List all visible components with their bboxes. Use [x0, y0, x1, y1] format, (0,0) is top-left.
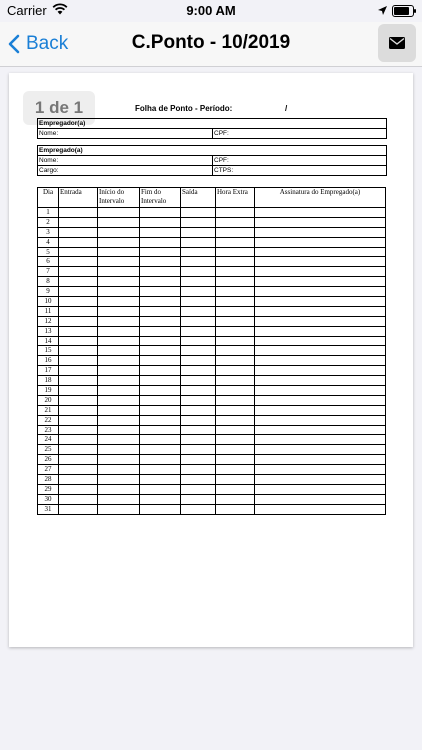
empty-cell	[216, 217, 255, 227]
empty-cell	[98, 504, 140, 514]
table-row	[38, 336, 386, 346]
empty-cell	[255, 435, 386, 445]
empty-cell	[181, 237, 216, 247]
empty-cell	[98, 297, 140, 307]
empty-cell	[59, 237, 98, 247]
empty-cell	[216, 227, 255, 237]
empty-cell	[140, 445, 181, 455]
clock: 9:00 AM	[186, 3, 236, 18]
empty-cell	[98, 445, 140, 455]
empty-cell	[140, 257, 181, 267]
empty-cell	[59, 415, 98, 425]
empty-cell	[255, 227, 386, 237]
empty-cell	[255, 247, 386, 257]
empty-cell	[59, 484, 98, 494]
empty-cell	[59, 287, 98, 297]
empty-cell	[98, 475, 140, 485]
table-row	[38, 237, 386, 247]
navigation-bar	[0, 22, 422, 67]
empty-cell	[59, 316, 98, 326]
empty-cell	[216, 504, 255, 514]
empty-cell	[216, 494, 255, 504]
empty-cell	[255, 257, 386, 267]
timesheet-table	[37, 187, 386, 515]
empty-cell	[216, 445, 255, 455]
employer-section	[37, 118, 387, 139]
empty-cell	[59, 465, 98, 475]
empty-cell	[140, 435, 181, 445]
table-row	[38, 484, 386, 494]
empty-cell	[181, 297, 216, 307]
empty-cell	[255, 287, 386, 297]
empty-cell	[181, 267, 216, 277]
day-cell: 19	[38, 386, 59, 396]
empty-cell	[98, 415, 140, 425]
empty-cell	[140, 484, 181, 494]
empty-cell	[255, 297, 386, 307]
empty-cell	[140, 356, 181, 366]
day-cell: 6	[38, 257, 59, 267]
empty-cell	[98, 257, 140, 267]
empty-cell	[98, 484, 140, 494]
day-cell: 16	[38, 356, 59, 366]
empty-cell	[98, 306, 140, 316]
table-row	[38, 395, 386, 405]
pdf-page	[9, 73, 413, 647]
empty-cell	[98, 316, 140, 326]
empty-cell	[216, 386, 255, 396]
empty-cell	[59, 306, 98, 316]
empty-cell	[181, 306, 216, 316]
empty-cell	[255, 445, 386, 455]
empty-cell	[98, 425, 140, 435]
empty-cell	[59, 395, 98, 405]
day-cell: 15	[38, 346, 59, 356]
empty-cell	[255, 455, 386, 465]
day-cell: 30	[38, 494, 59, 504]
empty-cell	[98, 287, 140, 297]
day-cell: 24	[38, 435, 59, 445]
empty-cell	[98, 346, 140, 356]
table-row	[38, 376, 386, 386]
table-row	[38, 267, 386, 277]
empty-cell	[140, 494, 181, 504]
day-cell: 10	[38, 297, 59, 307]
empty-cell	[140, 316, 181, 326]
empty-cell	[59, 208, 98, 218]
empty-cell	[140, 326, 181, 336]
empty-cell	[59, 217, 98, 227]
empty-cell	[181, 415, 216, 425]
empty-cell	[98, 465, 140, 475]
table-row	[38, 494, 386, 504]
day-cell: 23	[38, 425, 59, 435]
employer-cpf-label: CPF:	[214, 130, 229, 137]
day-cell: 7	[38, 267, 59, 277]
day-cell: 12	[38, 316, 59, 326]
empty-cell	[255, 376, 386, 386]
empty-cell	[216, 208, 255, 218]
empty-cell	[255, 326, 386, 336]
empty-cell	[255, 405, 386, 415]
empty-cell	[59, 336, 98, 346]
empty-cell	[255, 208, 386, 218]
empty-cell	[181, 287, 216, 297]
empty-cell	[255, 504, 386, 514]
day-cell: 3	[38, 227, 59, 237]
table-row	[38, 277, 386, 287]
empty-cell	[98, 217, 140, 227]
empty-cell	[181, 455, 216, 465]
employee-cpf-label: CPF:	[214, 157, 229, 164]
empty-cell	[181, 504, 216, 514]
empty-cell	[59, 376, 98, 386]
empty-cell	[181, 395, 216, 405]
empty-cell	[140, 415, 181, 425]
empty-cell	[181, 346, 216, 356]
empty-cell	[98, 336, 140, 346]
table-row	[38, 415, 386, 425]
day-cell: 31	[38, 504, 59, 514]
empty-cell	[255, 415, 386, 425]
empty-cell	[98, 494, 140, 504]
empty-cell	[59, 504, 98, 514]
empty-cell	[255, 277, 386, 287]
empty-cell	[181, 376, 216, 386]
empty-cell	[140, 227, 181, 237]
empty-cell	[98, 376, 140, 386]
table-row	[38, 227, 386, 237]
column-header: Assinatura do Empregado(a)	[255, 188, 386, 208]
column-header: Dia	[38, 188, 59, 208]
empty-cell	[59, 494, 98, 504]
column-header: Saída	[181, 188, 216, 208]
day-cell: 27	[38, 465, 59, 475]
empty-cell	[216, 267, 255, 277]
empty-cell	[98, 326, 140, 336]
empty-cell	[181, 356, 216, 366]
empty-cell	[140, 247, 181, 257]
day-cell: 2	[38, 217, 59, 227]
empty-cell	[98, 455, 140, 465]
day-cell: 8	[38, 277, 59, 287]
empty-cell	[216, 356, 255, 366]
empty-cell	[181, 208, 216, 218]
empty-cell	[255, 267, 386, 277]
empty-cell	[98, 277, 140, 287]
table-row	[38, 346, 386, 356]
empty-cell	[216, 405, 255, 415]
empty-cell	[255, 316, 386, 326]
empty-cell	[255, 217, 386, 227]
empty-cell	[181, 366, 216, 376]
empty-cell	[98, 267, 140, 277]
table-row	[38, 217, 386, 227]
day-cell: 26	[38, 455, 59, 465]
send-email-button[interactable]	[378, 24, 416, 62]
empty-cell	[181, 336, 216, 346]
empty-cell	[216, 306, 255, 316]
pdf-viewer[interactable]	[0, 67, 422, 750]
empty-cell	[140, 366, 181, 376]
column-header: Entrada	[59, 188, 98, 208]
table-row	[38, 445, 386, 455]
empty-cell	[181, 475, 216, 485]
empty-cell	[216, 455, 255, 465]
empty-cell	[140, 386, 181, 396]
day-cell: 25	[38, 445, 59, 455]
empty-cell	[181, 494, 216, 504]
empty-cell	[216, 326, 255, 336]
empty-cell	[181, 445, 216, 455]
empty-cell	[59, 366, 98, 376]
empty-cell	[140, 346, 181, 356]
empty-cell	[255, 237, 386, 247]
employee-name-label: Nome:	[38, 156, 213, 165]
timesheet-title	[135, 104, 288, 113]
table-row	[38, 306, 386, 316]
empty-cell	[216, 316, 255, 326]
empty-cell	[140, 405, 181, 415]
employer-name-label: Nome:	[38, 129, 213, 138]
table-row	[38, 247, 386, 257]
empty-cell	[181, 257, 216, 267]
empty-cell	[140, 455, 181, 465]
empty-cell	[59, 386, 98, 396]
empty-cell	[140, 336, 181, 346]
empty-cell	[216, 395, 255, 405]
empty-cell	[98, 227, 140, 237]
day-cell: 13	[38, 326, 59, 336]
empty-cell	[255, 366, 386, 376]
period-separator: /	[285, 104, 288, 113]
day-cell: 17	[38, 366, 59, 376]
empty-cell	[216, 257, 255, 267]
table-row	[38, 386, 386, 396]
table-row	[38, 316, 386, 326]
empty-cell	[181, 247, 216, 257]
table-header-row	[38, 188, 386, 208]
empty-cell	[140, 208, 181, 218]
empty-cell	[59, 297, 98, 307]
empty-cell	[98, 395, 140, 405]
empty-cell	[140, 425, 181, 435]
empty-cell	[140, 475, 181, 485]
timesheet-title-text: Folha de Ponto - Período:	[135, 104, 233, 113]
day-cell: 21	[38, 405, 59, 415]
day-cell: 14	[38, 336, 59, 346]
empty-cell	[255, 346, 386, 356]
column-header: Hora Extra	[216, 188, 255, 208]
empty-cell	[181, 277, 216, 287]
empty-cell	[140, 376, 181, 386]
empty-cell	[216, 475, 255, 485]
empty-cell	[181, 227, 216, 237]
empty-cell	[216, 247, 255, 257]
column-header: Fim do Intervalo	[140, 188, 181, 208]
empty-cell	[98, 386, 140, 396]
empty-cell	[98, 208, 140, 218]
empty-cell	[59, 326, 98, 336]
empty-cell	[255, 306, 386, 316]
back-label: Back	[26, 33, 69, 54]
empty-cell	[140, 277, 181, 287]
battery-icon	[392, 5, 414, 17]
employee-cargo-label: Cargo:	[38, 166, 213, 175]
employee-header: Empregado(a)	[39, 147, 83, 154]
empty-cell	[216, 425, 255, 435]
table-row	[38, 455, 386, 465]
day-cell: 22	[38, 415, 59, 425]
empty-cell	[181, 316, 216, 326]
empty-cell	[140, 306, 181, 316]
empty-cell	[140, 217, 181, 227]
day-cell: 20	[38, 395, 59, 405]
empty-cell	[255, 484, 386, 494]
day-cell: 1	[38, 208, 59, 218]
column-header: Início do Intervalo	[98, 188, 140, 208]
empty-cell	[181, 435, 216, 445]
empty-cell	[216, 415, 255, 425]
day-cell: 18	[38, 376, 59, 386]
empty-cell	[216, 237, 255, 247]
empty-cell	[216, 376, 255, 386]
table-row	[38, 504, 386, 514]
empty-cell	[255, 356, 386, 366]
empty-cell	[255, 465, 386, 475]
empty-cell	[181, 484, 216, 494]
employee-ctps-label: CTPS:	[214, 167, 234, 174]
day-cell: 29	[38, 484, 59, 494]
empty-cell	[59, 405, 98, 415]
empty-cell	[216, 435, 255, 445]
empty-cell	[255, 386, 386, 396]
empty-cell	[98, 366, 140, 376]
empty-cell	[140, 237, 181, 247]
empty-cell	[98, 356, 140, 366]
table-row	[38, 257, 386, 267]
location-arrow-icon	[378, 4, 387, 19]
empty-cell	[59, 247, 98, 257]
empty-cell	[98, 405, 140, 415]
empty-cell	[140, 465, 181, 475]
empty-cell	[59, 445, 98, 455]
carrier-label: Carrier	[7, 3, 47, 18]
day-cell: 5	[38, 247, 59, 257]
empty-cell	[255, 425, 386, 435]
empty-cell	[140, 504, 181, 514]
empty-cell	[181, 217, 216, 227]
empty-cell	[216, 346, 255, 356]
table-row	[38, 425, 386, 435]
employee-section	[37, 145, 387, 176]
empty-cell	[181, 405, 216, 415]
empty-cell	[98, 435, 140, 445]
table-row	[38, 366, 386, 376]
table-row	[38, 326, 386, 336]
empty-cell	[59, 356, 98, 366]
day-cell: 11	[38, 306, 59, 316]
empty-cell	[216, 287, 255, 297]
empty-cell	[59, 455, 98, 465]
empty-cell	[59, 267, 98, 277]
empty-cell	[181, 326, 216, 336]
empty-cell	[255, 475, 386, 485]
empty-cell	[59, 227, 98, 237]
table-row	[38, 287, 386, 297]
table-row	[38, 435, 386, 445]
table-row	[38, 475, 386, 485]
envelope-icon	[389, 37, 405, 49]
empty-cell	[140, 395, 181, 405]
empty-cell	[59, 425, 98, 435]
empty-cell	[216, 465, 255, 475]
empty-cell	[59, 257, 98, 267]
empty-cell	[216, 366, 255, 376]
table-row	[38, 297, 386, 307]
empty-cell	[181, 386, 216, 396]
table-row	[38, 465, 386, 475]
empty-cell	[216, 336, 255, 346]
empty-cell	[216, 277, 255, 287]
status-bar	[0, 0, 422, 22]
empty-cell	[59, 277, 98, 287]
empty-cell	[255, 336, 386, 346]
table-row	[38, 208, 386, 218]
page-title: C.Ponto - 10/2019	[131, 32, 291, 53]
empty-cell	[140, 297, 181, 307]
empty-cell	[181, 425, 216, 435]
employer-header: Empregador(a)	[39, 120, 86, 127]
empty-cell	[255, 395, 386, 405]
empty-cell	[216, 297, 255, 307]
empty-cell	[140, 287, 181, 297]
empty-cell	[59, 435, 98, 445]
empty-cell	[98, 237, 140, 247]
empty-cell	[216, 484, 255, 494]
empty-cell	[59, 475, 98, 485]
page-indicator: 1 de 1	[23, 91, 95, 125]
empty-cell	[181, 465, 216, 475]
empty-cell	[98, 247, 140, 257]
empty-cell	[59, 346, 98, 356]
day-cell: 4	[38, 237, 59, 247]
day-cell: 9	[38, 287, 59, 297]
empty-cell	[140, 267, 181, 277]
day-cell: 28	[38, 475, 59, 485]
table-row	[38, 356, 386, 366]
table-row	[38, 405, 386, 415]
empty-cell	[255, 494, 386, 504]
